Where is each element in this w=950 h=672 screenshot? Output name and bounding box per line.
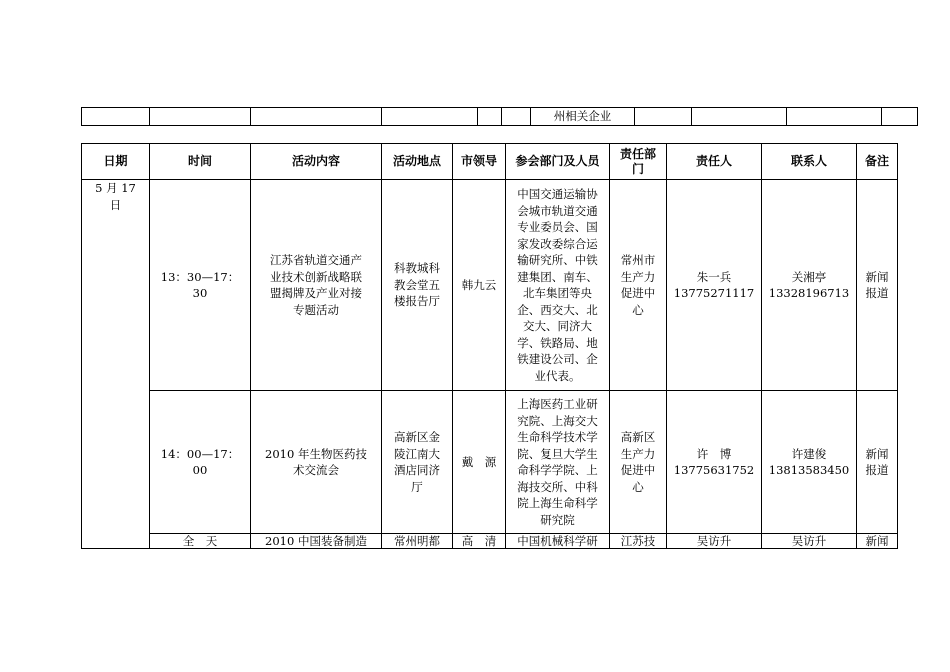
participants-cell: 中国交通运输协 会城市轨道交通 专业委员会、国 家发改委综合运 输研究所、中铁 建集团、南车、 北车集团等央 企、西交大、北 交大、同济大 学、铁路局、地 铁建设公司、企 业代表。	[506, 180, 610, 391]
header-leader: 市领导	[453, 144, 506, 180]
header-responsible: 责任人	[667, 144, 762, 180]
table-cell	[635, 108, 692, 126]
participants-cell: 上海医药工业研 究院、上海交大 生命科学技术学 院、复旦大学生 命科学学院、上 海技交所、中科 院上海生命科学 研究院	[506, 391, 610, 534]
content-cell: 江苏省轨道交通产 业技术创新战略联 盟揭牌及产业对接 专题活动	[251, 180, 382, 391]
content-cell: 2010 中国装备制造	[251, 534, 382, 549]
content-cell: 2010 年生物医药技 术交流会	[251, 391, 382, 534]
location-cell: 科教城科 教会堂五 楼报告厅	[382, 180, 453, 391]
table-cell	[502, 108, 531, 126]
participants-cell: 中国机械科学研	[506, 534, 610, 549]
previous-page-table-fragment	[81, 107, 918, 126]
header-row	[82, 144, 898, 180]
header-contact: 联系人	[762, 144, 857, 180]
time-cell: 13：30—17： 30	[150, 180, 251, 391]
header-date: 日期	[82, 144, 150, 180]
contact-cell: 关湘亭 13328196713	[762, 180, 857, 391]
leader-cell: 高 清	[453, 534, 506, 549]
remarks-cell: 新闻 报道	[857, 180, 898, 391]
date-cell: 5 月 17 日	[82, 180, 150, 549]
location-cell: 常州明都	[382, 534, 453, 549]
table-row	[82, 534, 898, 549]
header-content: 活动内容	[251, 144, 382, 180]
table-cell	[150, 108, 251, 126]
department-cell: 江苏技	[610, 534, 667, 549]
time-cell: 全 天	[150, 534, 251, 549]
contact-cell: 许建俊 13813583450	[762, 391, 857, 534]
table-cell	[478, 108, 502, 126]
leader-cell: 戴 源	[453, 391, 506, 534]
table-cell	[882, 108, 918, 126]
table-row	[82, 180, 898, 391]
responsible-cell: 许 博 13775631752	[667, 391, 762, 534]
remarks-cell: 新闻	[857, 534, 898, 549]
header-remarks: 备注	[857, 144, 898, 180]
participants-cell: 州相关企业	[531, 108, 635, 126]
table-cell	[382, 108, 478, 126]
department-cell: 常州市 生产力 促进中 心	[610, 180, 667, 391]
table-row	[82, 108, 918, 126]
contact-cell: 吴访升	[762, 534, 857, 549]
department-cell: 高新区 生产力 促进中 心	[610, 391, 667, 534]
header-department: 责任部 门	[610, 144, 667, 180]
remarks-cell: 新闻 报道	[857, 391, 898, 534]
time-cell: 14：00—17： 00	[150, 391, 251, 534]
responsible-cell: 吴访升	[667, 534, 762, 549]
table-row	[82, 391, 898, 534]
table-cell	[251, 108, 382, 126]
table-cell	[787, 108, 882, 126]
header-time: 时间	[150, 144, 251, 180]
table-cell	[82, 108, 150, 126]
leader-cell: 韩九云	[453, 180, 506, 391]
header-location: 活动地点	[382, 144, 453, 180]
responsible-cell: 朱一兵 13775271117	[667, 180, 762, 391]
table-cell	[692, 108, 787, 126]
header-participants: 参会部门及人员	[506, 144, 610, 180]
schedule-table	[81, 143, 898, 549]
location-cell: 高新区金 陵江南大 酒店同济 厅	[382, 391, 453, 534]
